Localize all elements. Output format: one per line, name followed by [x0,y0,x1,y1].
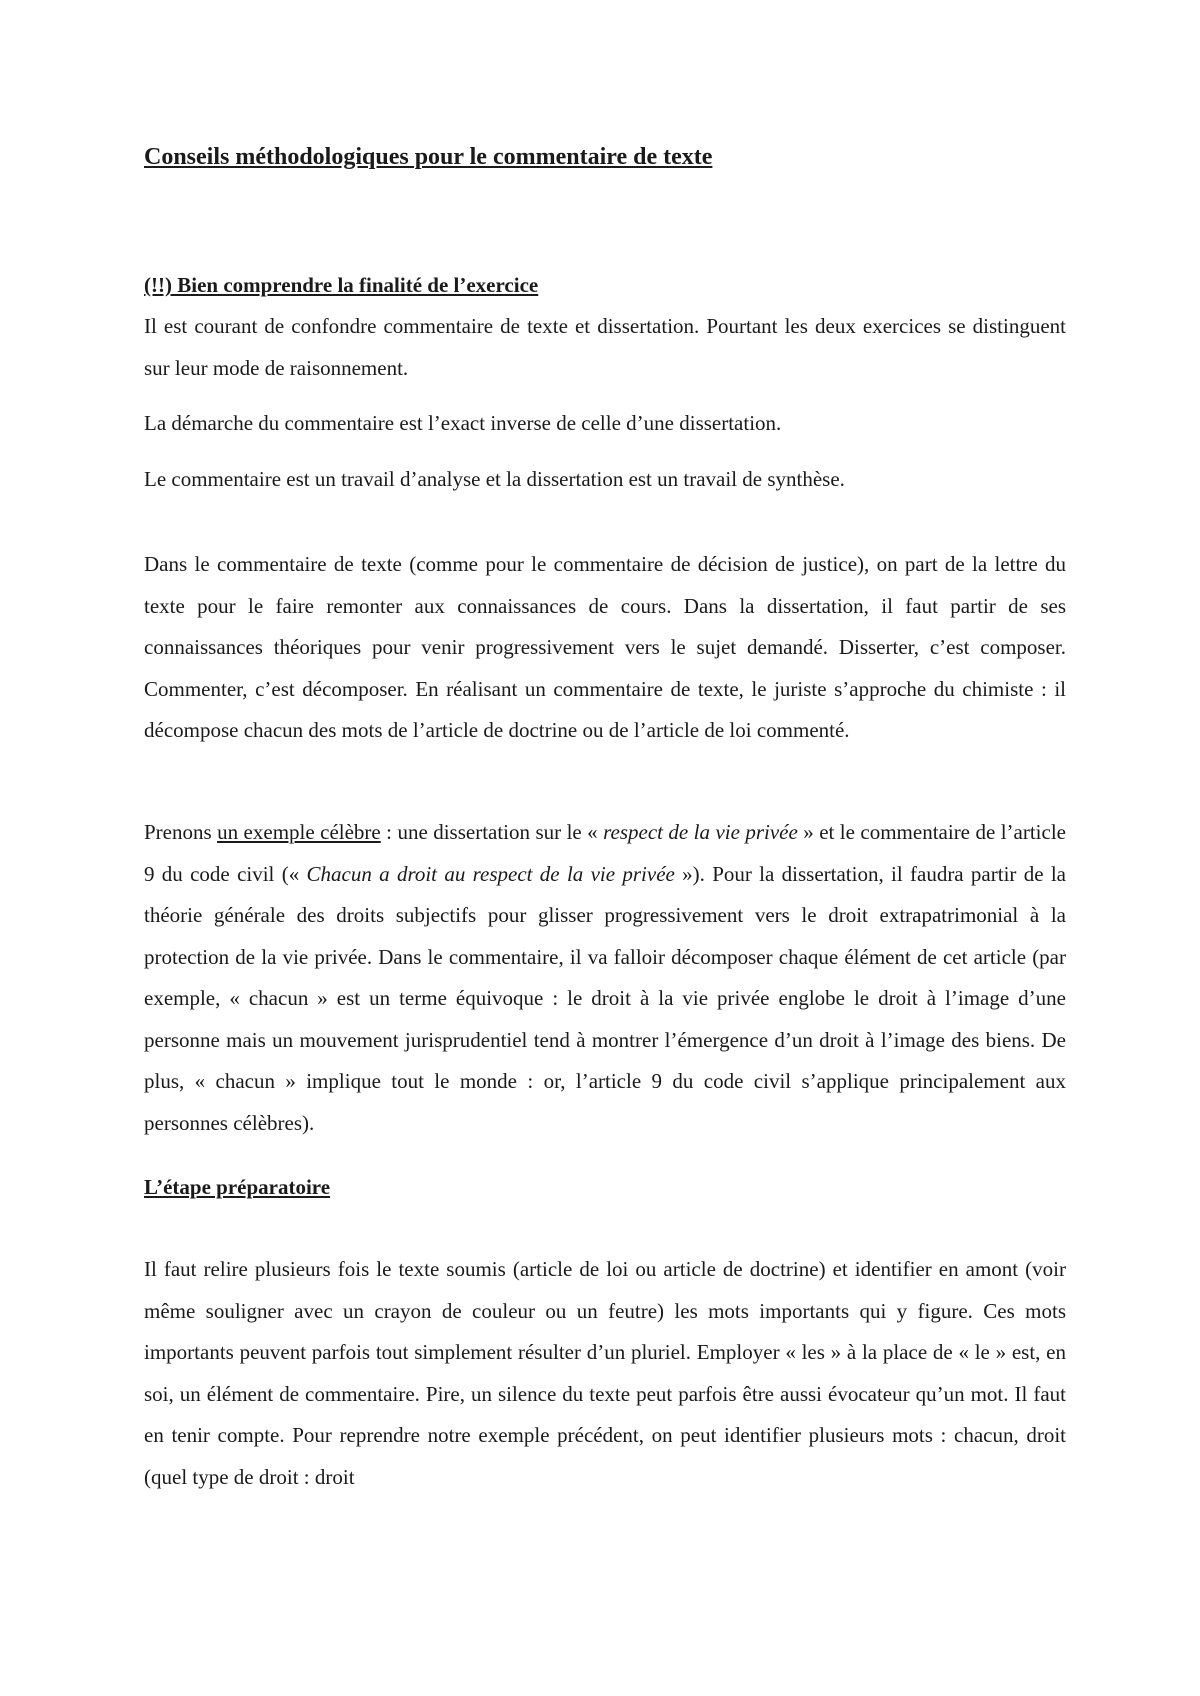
text-run: » et le commentaire de l’article 9 du code civil (« [144,820,1066,886]
section-heading-preparatoire: L’étape préparatoire [144,1175,331,1199]
paragraph-text: Il est courant de confondre commentaire de texte et dissertation. Pourtant les deux exercices se distinguent sur leur mode de raisonnement. [144,314,1066,380]
text-run: : une dissertation sur le « [380,820,604,844]
paragraph-5 [144,812,1066,1144]
section-etape-preparatoire [144,1175,1066,1200]
paragraph-text: Dans le commentaire de texte (comme pour le commentaire de décision de justice), on part de la lettre du texte pour le faire remonter aux connaissances de cours. Dans la dissertation, il faut partir de ses connaissances théoriques pour venir progressivement vers le sujet demandé. Disserter, c’est composer. Commenter, c’est décomposer. En réalisant un commentaire de texte, le juriste s’approche du chimiste : il décompose chacun des mots de l’article de doctrine ou de l’article de loi commenté. [144,552,1066,742]
paragraph-3 [144,459,1066,501]
paragraph-2 [144,403,1066,445]
paragraph-text: La démarche du commentaire est l’exact inverse de celle d’une dissertation. [144,411,782,435]
paragraph-text: Le commentaire est un travail d’analyse et la dissertation est un travail de synthèse. [144,467,845,491]
paragraph-6 [144,1249,1066,1498]
paragraph-4 [144,544,1066,752]
paragraph-text: Il faut relire plusieurs fois le texte soumis (article de loi ou article de doctrine) et identifier en amont (voir même souligner avec un crayon de couleur ou un feutre) les mots importants qui y figure. Ces mots importants peuvent parfois tout simplement résulter d’un pluriel. Employer « les » à la place de « le » est, en soi, un élément de commentaire. Pire, un silence du texte peut parfois être aussi évocateur qu’un mot. Il faut en tenir compte. Pour reprendre notre exemple précédent, on peut identifier plusieurs mots : chacun, droit (quel type de droit : droit [144,1257,1066,1489]
paragraph-example [144,812,1066,1144]
paragraph-1 [144,306,1066,389]
section-heading-finalite: (!!) Bien comprendre la finalité de l’exercice [144,273,539,297]
italic-quote: Chacun a droit au respect de la vie privée [306,861,675,886]
text-run: »). Pour la dissertation, il faudra partir de la théorie générale des droits subjectifs pour glisser progressivement vers le droit extrapatrimonial à la protection de la vie privée. Dans le commentaire, il va falloir décomposer chaque élément de cet article (par exemple, « chacun » est un terme équivoque : le droit à la vie privée englobe le droit à l’image d’une personne mais un mouvement jurisprudentiel tend à montrer l’émergence d’un droit à l’image des biens. De plus, « chacun » implique tout le monde : or, l’article 9 du code civil s’applique principalement aux personnes célèbres). [144,861,1067,1135]
section-finalite [144,273,1066,298]
underlined-text: un exemple célèbre [217,820,381,844]
text-run: Prenons [144,820,218,844]
italic-text: respect de la vie privée [603,820,798,844]
page-title: Conseils méthodologiques pour le commentaire de texte [144,144,713,170]
